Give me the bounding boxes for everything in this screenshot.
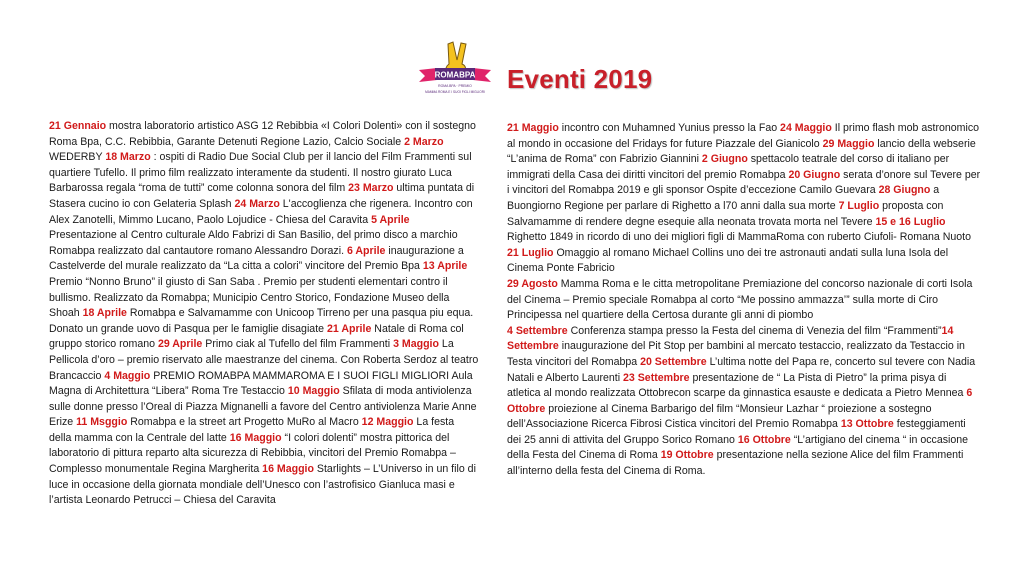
event-description: Omaggio al romano Michael Collins uno dei tre astronauti andati sulla luna Isola del Cinema Ponte Fabricio <box>507 246 949 275</box>
event-date: 6 Ottobre <box>507 387 973 415</box>
event-date: 21 Gennaio <box>49 120 107 132</box>
event-description: L'accoglienza che rigenera. Incontro con Alex Zanotelli, Mimmo Lucano, Paolo Lojudice - Chiesa del Caravita <box>49 197 473 226</box>
event-date: 29 Maggio <box>822 137 875 150</box>
event-description: L’ultima notte del Papa re, concerto sul tevere con Nadia Natali e Alberto Laurenti <box>507 355 976 384</box>
event-date: 2 Marzo <box>404 135 444 148</box>
events-column-left <box>49 119 479 509</box>
event-date: 29 Aprile <box>157 338 203 351</box>
event-description: La Pellicola d’oro – premio riservato alle maestranze del cinema. Con Roberta Serdoz al teatro Brancaccio <box>49 338 479 382</box>
event-description: “L’artigiano del cinema “ in occasione della Festa del Cinema di Roma <box>507 433 969 462</box>
event-date: 23 Marzo <box>348 182 394 195</box>
event-date: 19 Ottobre <box>660 449 714 462</box>
event-date: 6 Aprile <box>346 244 386 257</box>
event-date: 16 Ottobre <box>737 433 791 446</box>
event-description: proposta con Salvamamme di rendere degne esequie alla neonata trovata morta nel Tevere <box>507 199 944 228</box>
events-paragraph <box>507 277 982 324</box>
event-description: Presentazione al Centro culturale Aldo Fabrizi di San Basilio, del primo disco a marchio Romabpa realizzato dal cantautore romano Alessandro Dorazi. <box>49 229 458 257</box>
event-description: : ospiti di Radio Due Social Club per il lancio del Film Frammenti sul quartiere Tufello. Il primo film realizzato interamente da studenti. Il nostro giurato Luca Barbarossa regala “roma de tutti” come colonna sonora del film <box>49 151 472 195</box>
event-date: 29 Agosto <box>507 277 558 290</box>
event-date: 21 Maggio <box>507 122 559 134</box>
event-description: incontro con Muhamned Yunius presso la Fao <box>558 122 781 134</box>
page-title: Eventi 2019 <box>507 64 653 94</box>
event-description: La festa della mamma con la Centrale del latte <box>49 416 455 444</box>
event-description: mostra laboratorio artistico ASG 12 Rebibbia «I Colori Dolenti» con il sostegno Roma Bpa, C.C. Rebibbia, Garante Detenuti Regione Lazio, Calcio Sociale <box>49 120 476 148</box>
event-date: 18 Marzo <box>105 151 151 164</box>
events-paragraph <box>49 119 479 509</box>
event-date: 16 Maggio <box>229 431 282 444</box>
event-description: spettacolo teatrale del corso di italiano per immigrati della Casa dei diritti vincitori del premio Romabpa <box>507 153 950 181</box>
event-description: Romabpa e Salvamamme con Unicoop Tirreno per una pasqua piu equa. Donato un grande uovo di Pasqua per le famiglie disagiate <box>49 307 474 335</box>
events-paragraph <box>507 121 982 277</box>
events-column-right <box>507 121 982 480</box>
event-date: 12 Maggio <box>361 416 414 429</box>
event-description: serata d’onore sul Tevere per i vincitori del Romabpa 2019 e gli sponsor Ospite d’eccezione Camilo Guevara <box>507 168 981 197</box>
event-date: 2 Giugno <box>701 153 748 166</box>
event-description: a Buongiorno Regione per parlare di Righetto a l70 anni dalla sua morte <box>507 184 940 212</box>
event-date: 4 Maggio <box>104 369 151 382</box>
event-description: Romabpa e la street art Progetto MuRo al Macro <box>127 416 362 429</box>
romabpa-logo <box>415 40 495 98</box>
event-date: 21 Luglio <box>507 246 554 259</box>
event-date: 18 Aprile <box>82 307 127 320</box>
event-date: 14 Settembre <box>507 324 954 353</box>
event-description: presentazione nella sezione Alice del film Frammenti all’interno della festa del Cinema di Roma. <box>507 449 964 478</box>
event-date: 24 Maggio <box>780 122 832 134</box>
event-date: 11 Msggio <box>76 416 128 429</box>
event-description: WEDERBY <box>49 151 106 164</box>
event-description: “I colori dolenti” mostra pittorica del laboratorio di pittura reparto alta sicurezza di Rebibbia, vincitori del Premio Romabpa – Complesso monumentale Regina Margherita <box>49 431 456 476</box>
event-description: Mamma Roma e le citta metropolitane Premiazione del concorso nazionale di corti Isola del Cinema – Premio speciale Romabpa al corto “Me possino ammazza’” sulla morte di Ciro Principessa nel quartiere della Certosa durante gli anni di piombo <box>507 277 973 322</box>
event-description: Righetto 1849 in ricordo di uno dei migliori figli di MammaRoma con ruberto Ciufoli- Romana Nuoto <box>507 231 971 244</box>
event-date: 24 Marzo <box>234 197 280 210</box>
event-date: 3 Maggio <box>393 338 439 351</box>
event-date: 15 e 16 Luglio <box>875 215 946 228</box>
event-description: inaugurazione a Castelverde del murale realizzato da “La citta a colori” vincitore del Premio Bpa <box>49 244 464 273</box>
event-date: 20 Giugno <box>788 168 841 181</box>
event-description: Natale di Roma col gruppo storico romano <box>49 322 464 351</box>
event-description: Primo ciak al Tufello del film Frammenti <box>202 338 394 351</box>
event-date: 4 Settembre <box>507 324 568 337</box>
event-description: PREMIO ROMABPA MAMMAROMA E I SUOI FIGLI MIGLIORI Aula Magna di Architettura “Libera” Roma Tre Testaccio <box>49 369 473 398</box>
event-description: festeggiamenti dei 25 anni di attivita del Gruppo Sorico Romano <box>507 418 966 446</box>
event-date: 10 Maggio <box>287 385 340 398</box>
event-description: inaugurazione del Pit Stop per bambini al mercato testaccio, realizzato da Testaccio in Testa vincitori del Romabpa <box>507 340 965 368</box>
event-description: lancio della webserie “L’anima de Roma” con Fabrizio Giannini <box>507 137 976 166</box>
event-description: Premio “Nonno Bruno” il giusto di San Saba . Premio per studenti elementari contro il bullismo. Realizzato da Romabpa; Municipio Centro Storico, Fondazione Museo della Shoah <box>49 275 450 320</box>
event-date: 13 Ottobre <box>840 418 894 431</box>
event-description: ultima puntata di Stasera cucino io con Gelateria Splash <box>49 182 475 210</box>
event-description: Sfilata di moda antiviolenza sulle donne presso l’Oreal di Piazza Mignanelli a favore del Centro antiviolenza Marie Anne Erize <box>49 385 477 429</box>
event-date: 23 Settembre <box>623 371 690 384</box>
svg-text:MAMMA ROMA E I SUOI FIGLI MIGL: MAMMA ROMA E I SUOI FIGLI MIGLIORI <box>425 90 485 94</box>
event-description: presentazione de “ La Pista di Pietro” la prima pisya di atletica al mondo realizzata Ottobrecon scarpe da ginnastica esauste e dedicata a Pietro Mennea <box>507 371 967 400</box>
event-date: 21 Aprile <box>326 322 372 335</box>
event-description: Conferenza stampa presso la Festa del cinema di Venezia del film “Frammenti” <box>567 324 942 337</box>
event-description: Starlights – L’Universo in un filo di luce in occasione della giornata mondiale dell’Unesco con l’astrofisico Gianluca masi e l’artista Leonardo Petrucci – Chiesa del Caravita <box>49 463 476 507</box>
event-date: 5 Aprile <box>371 213 410 226</box>
svg-text:ROMA BPA · PREMIO: ROMA BPA · PREMIO <box>438 84 472 88</box>
events-paragraph <box>507 324 982 480</box>
event-date: 20 Settembre <box>640 355 707 368</box>
event-description: proiezione al Cinema Barbarigo del film “Monsieur Lazhar “ proiezione a sostegno dell’Associazione Ricerca Fibrosi Cistica vincitori del Premio Romabpa <box>507 402 932 431</box>
event-date: 7 Luglio <box>838 199 880 212</box>
event-description: Il primo flash mob astronomico al mondo in occasione del Fridays for future Piazzale del Gianicolo <box>507 122 980 150</box>
event-date: 13 Aprile <box>422 260 468 273</box>
event-date: 28 Giugno <box>878 184 931 197</box>
event-date: 16 Maggio <box>262 463 314 476</box>
svg-text:ROMABPA: ROMABPA <box>434 70 476 80</box>
